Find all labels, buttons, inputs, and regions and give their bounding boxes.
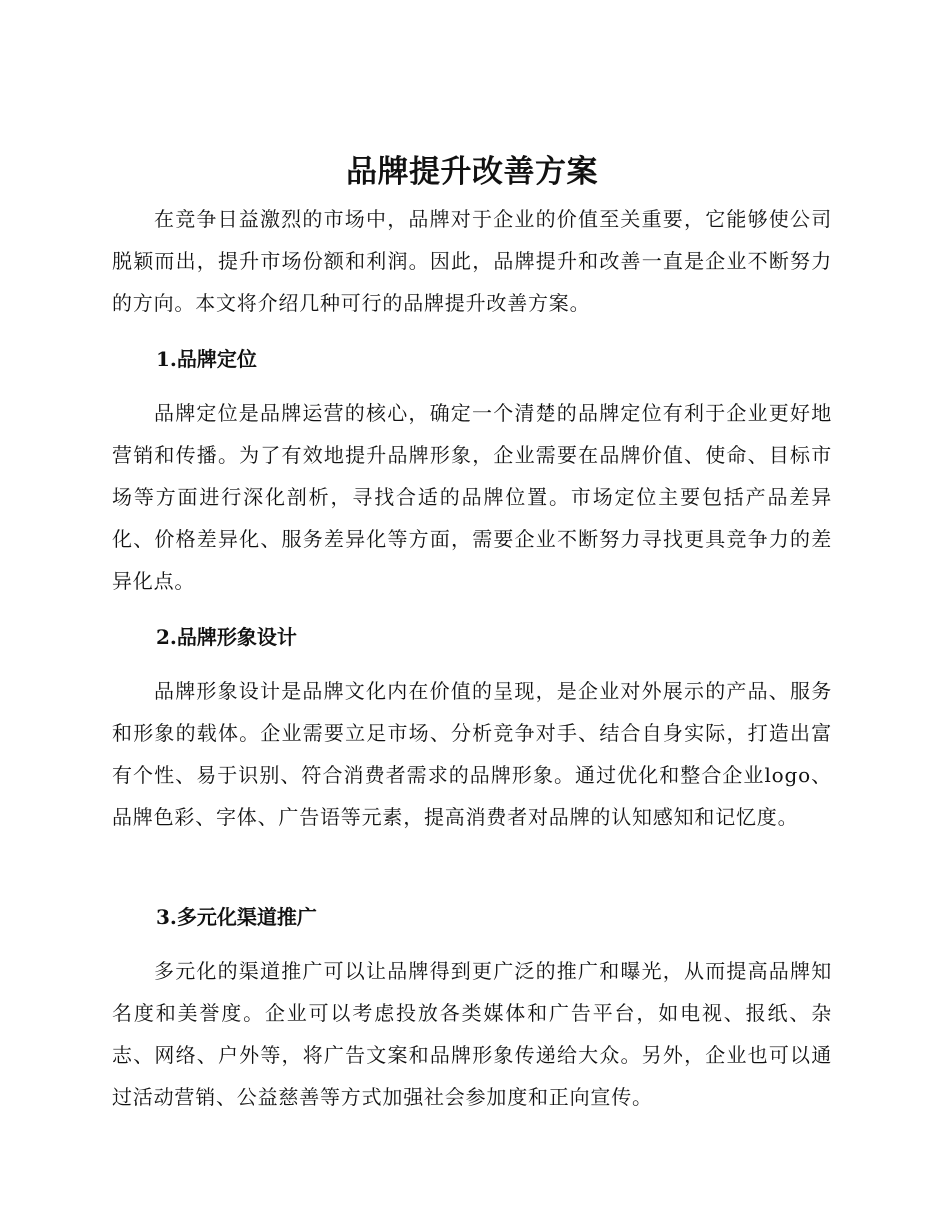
section-heading-brand-positioning: 1.品牌定位 xyxy=(156,347,257,371)
document-title: 品牌提升改善方案 xyxy=(346,154,598,190)
section-body-brand-positioning: 品牌定位是品牌运营的核心，确定一个清楚的品牌定位有利于企业更好地营销和传播。为了有效地提升品牌形象，企业需要在品牌价值、使命、目标市场等方面进行深化剖析，寻找合适的品牌位置。市场定位主要包括产品差异化、价格差异化、服务差异化等方面，需要企业不断努力寻找更具竞争力的差异化点。 xyxy=(112,401,832,593)
section-body-multichannel-promotion: 多元化的渠道推广可以让品牌得到更广泛的推广和曝光，从而提高品牌知名度和美誉度。企业可以考虑投放各类媒体和广告平台，如电视、报纸、杂志、网络、户外等，将广告文案和品牌形象传递给大众。另外，企业也可以通过活动营销、公益慈善等方式加强社会参加度和正向宣传。 xyxy=(112,959,832,1109)
section-heading-multichannel-promotion: 3.多元化渠道推广 xyxy=(156,905,317,929)
intro-paragraph: 在竞争日益激烈的市场中，品牌对于企业的价值至关重要，它能够使公司脱颖而出，提升市场份额和利润。因此，品牌提升和改善一直是企业不断努力的方向。本文将介绍几种可行的品牌提升改善方案。 xyxy=(112,207,832,315)
section-heading-brand-image-design: 2.品牌形象设计 xyxy=(156,625,297,649)
section-body-brand-image-design: 品牌形象设计是品牌文化内在价值的呈现，是企业对外展示的产品、服务和形象的载体。企业需要立足市场、分析竞争对手、结合自身实际，打造出富有个性、易于识别、符合消费者需求的品牌形象。通过优化和整合企业logo、品牌色彩、字体、广告语等元素，提高消费者对品牌的认知感知和记忆度。 xyxy=(112,679,832,829)
